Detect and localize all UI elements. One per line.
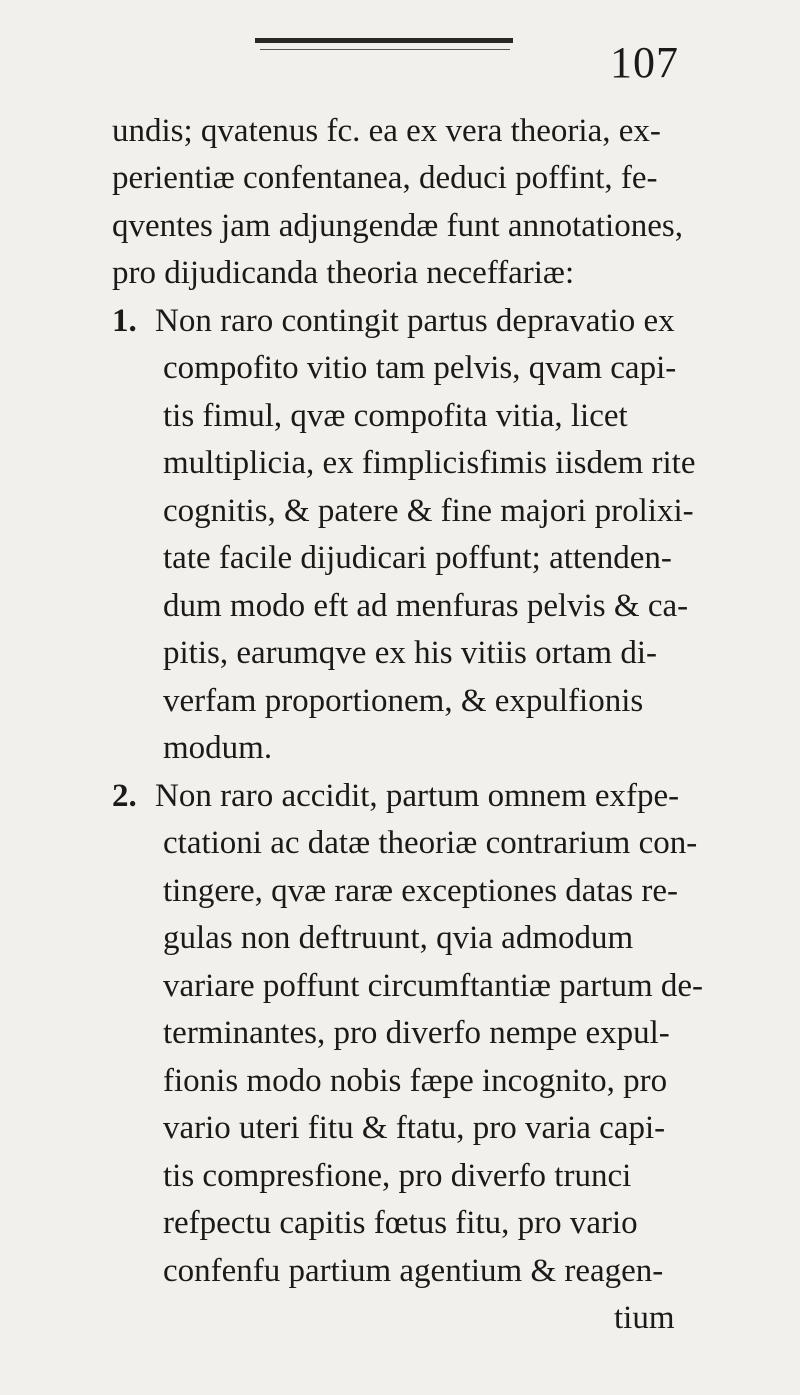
header-rule [255,38,513,43]
item-1-line-3: tis fimul, qvæ compofita vitia, licet [163,398,628,434]
item-2-line-3: tingere, qvæ raræ exceptiones datas re- [163,873,678,909]
item-2-line-9: tis compresfione, pro diverfo trunci [163,1158,632,1194]
item-2-line-2: ctationi ac datæ theoriæ contrarium con- [163,825,698,861]
item-1-line-2: compofito vitio tam pelvis, qvam capi- [163,350,677,386]
catchword: tium [614,1300,675,1336]
item-1-line-8: pitis, earumqve ex his vitiis ortam di- [163,635,658,671]
item-1-line-4: multiplicia, ex fimplicisfimis iisdem rite [163,445,696,481]
item-1-line-9: verfam proportionem, & expulfionis [163,683,644,719]
item-2-line-10: refpectu capitis fœtus fitu, pro vario [163,1205,638,1241]
item-2-line-5: variare poffunt circumftantiæ partum de- [163,968,704,1004]
item-2-line-1: Non raro accidit, partum omnem exfpe- [155,778,680,814]
item-2-line-8: vario uteri fitu & ftatu, pro varia capi- [163,1110,666,1146]
header-rule-thin [260,49,510,50]
item-2-line-11: confenfu partium agentium & reagen- [163,1253,664,1289]
item-1-number: 1. [112,303,137,339]
intro-line-4: pro dijudicanda theoria neceffariæ: [112,255,575,291]
item-2-line-7: fionis modo nobis fæpe incognito, pro [163,1063,668,1099]
item-1-line-5: cognitis, & patere & fine majori prolixi- [163,493,694,529]
item-2-line-6: terminantes, pro diverfo nempe expul- [163,1015,670,1051]
item-2-number: 2. [112,778,137,814]
item-1-line-10: modum. [163,730,273,766]
item-1-line-6: tate facile dijudicari poffunt; attenden- [163,540,672,576]
item-1-line-7: dum modo eft ad menfuras pelvis & ca- [163,588,689,624]
intro-line-2: perientiæ confentanea, deduci poffint, fe- [112,160,658,196]
intro-line-3: qventes jam adjungendæ funt annotationes, [112,208,683,244]
page-number: 107 [610,38,679,87]
item-2-line-4: gulas non deftruunt, qvia admodum [163,920,634,956]
intro-line-1: undis; qvatenus fc. ea ex vera theoria, ex- [112,113,661,149]
item-1-line-1: Non raro contingit partus depravatio ex [155,303,675,339]
